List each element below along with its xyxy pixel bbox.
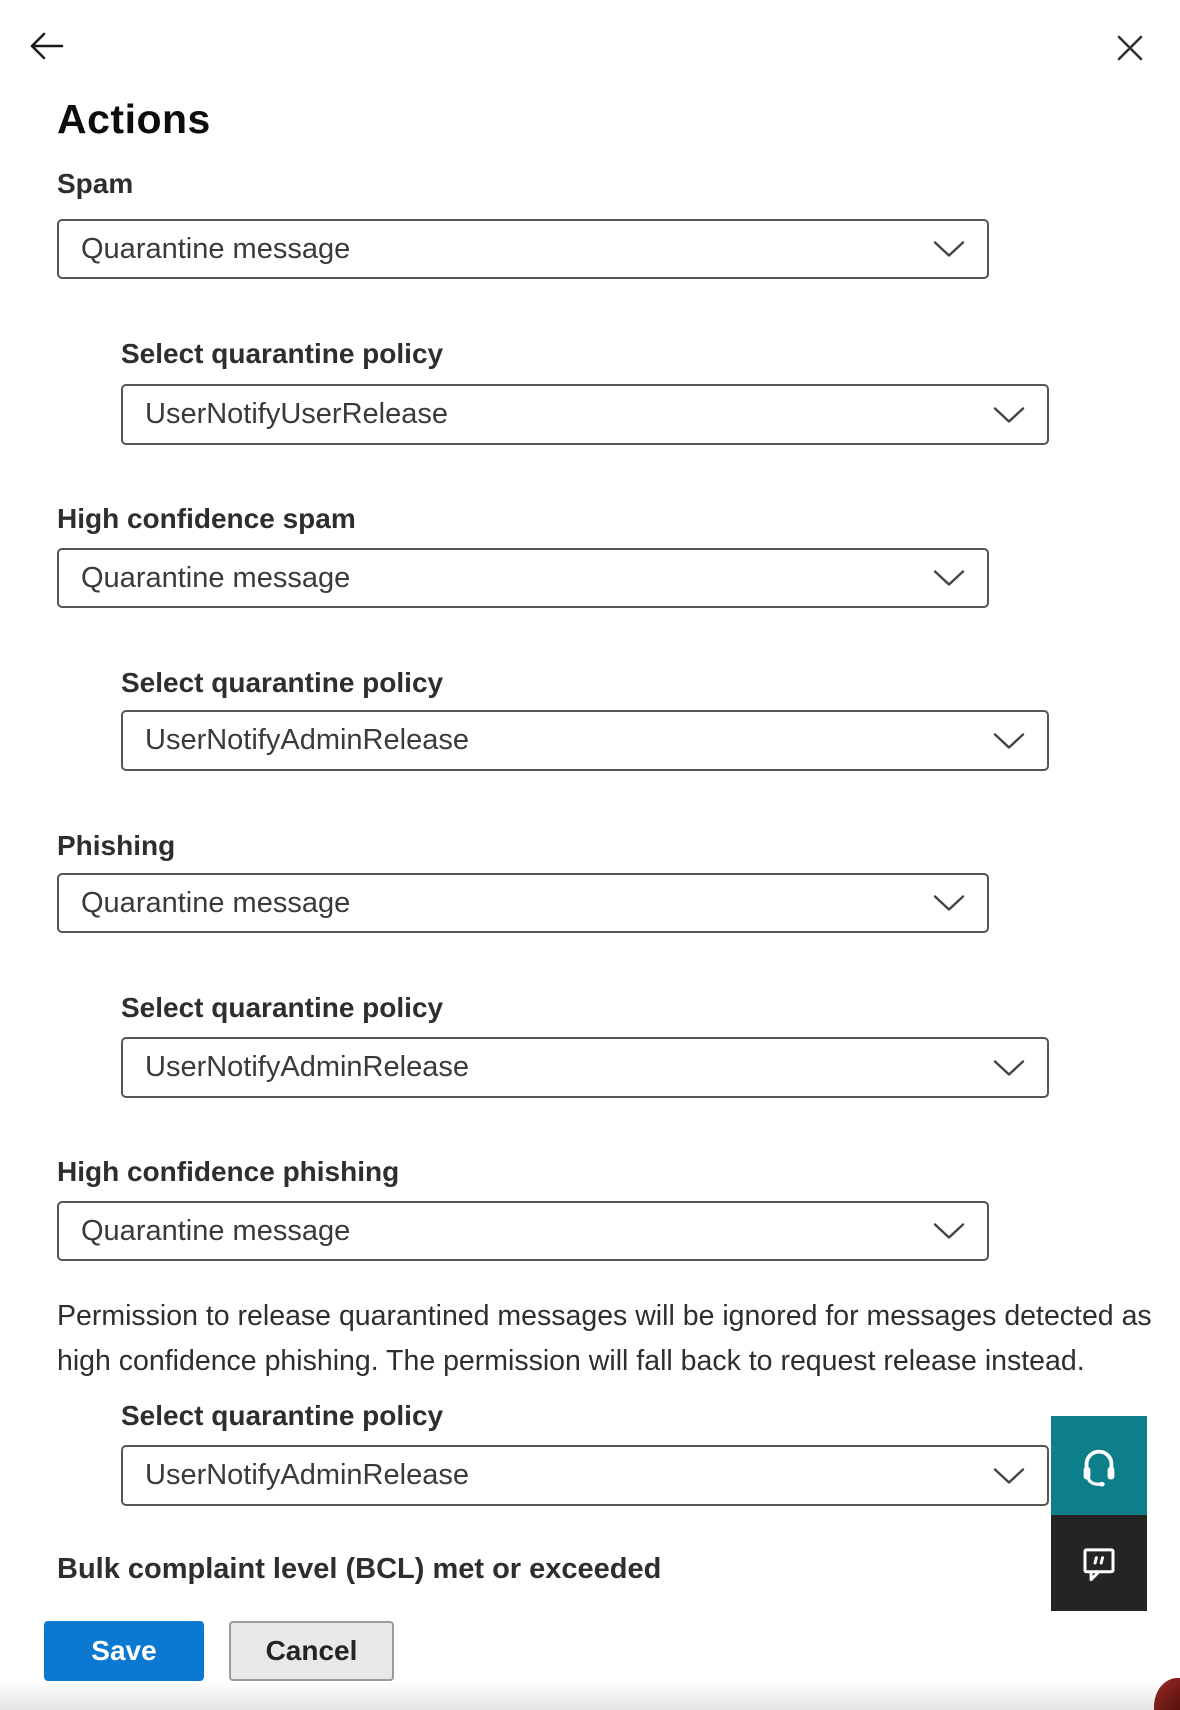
high-confidence-spam-action-value: Quarantine message — [81, 561, 351, 594]
phishing-label: Phishing — [57, 830, 176, 861]
hcp-quarantine-policy-label: Select quarantine policy — [121, 1400, 444, 1431]
phishing-action-select[interactable] — [57, 873, 989, 933]
hcs-quarantine-policy-select[interactable] — [121, 710, 1049, 771]
spam-label: Spam — [57, 168, 134, 199]
hcs-quarantine-policy-value: UserNotifyAdminRelease — [145, 724, 469, 756]
hcp-permission-note-line1: Permission to release quarantined messages will be ignored for messages detected as — [57, 1300, 1152, 1332]
phishing-quarantine-policy-select[interactable] — [121, 1037, 1049, 1098]
high-confidence-phishing-label: High confidence phishing — [57, 1156, 400, 1187]
spam-action-value: Quarantine message — [81, 232, 351, 265]
hcs-quarantine-policy-label: Select quarantine policy — [121, 667, 444, 698]
phishing-quarantine-policy-value: UserNotifyAdminRelease — [145, 1051, 469, 1083]
spam-quarantine-policy-label: Select quarantine policy — [121, 338, 444, 369]
high-confidence-spam-label: High confidence spam — [57, 503, 356, 534]
chevron-down-icon — [933, 1223, 965, 1240]
high-confidence-phishing-action-select[interactable] — [57, 1201, 989, 1261]
hcp-permission-note — [57, 1294, 1152, 1384]
chevron-down-icon — [993, 1467, 1025, 1484]
footer-bar — [0, 1586, 1180, 1710]
hcp-permission-note-line2: high confidence phishing. The permission will fall back to request release instead. — [57, 1345, 1085, 1377]
chevron-down-icon — [993, 406, 1025, 423]
high-confidence-spam-action-select[interactable] — [57, 548, 989, 608]
support-headset-button[interactable] — [1051, 1416, 1147, 1515]
chevron-down-icon — [933, 570, 965, 587]
high-confidence-phishing-action-value: Quarantine message — [81, 1214, 351, 1247]
close-button[interactable] — [1110, 30, 1150, 66]
spam-action-select[interactable] — [57, 219, 989, 279]
feedback-chat-button[interactable] — [1051, 1515, 1147, 1611]
chat-bubble-icon — [1078, 1542, 1120, 1584]
back-button[interactable] — [26, 27, 66, 65]
cancel-button[interactable]: Cancel — [229, 1621, 394, 1681]
phishing-action-value: Quarantine message — [81, 886, 351, 919]
chevron-down-icon — [993, 1059, 1025, 1076]
hcp-quarantine-policy-value: UserNotifyAdminRelease — [145, 1459, 469, 1491]
bulk-complaint-level-label: Bulk complaint level (BCL) met or exceeded — [57, 1553, 662, 1585]
hcp-quarantine-policy-select[interactable] — [121, 1445, 1049, 1506]
phishing-quarantine-policy-label: Select quarantine policy — [121, 992, 444, 1023]
chevron-down-icon — [933, 895, 965, 912]
chevron-down-icon — [933, 241, 965, 258]
page-title: Actions — [57, 96, 211, 142]
spam-quarantine-policy-select[interactable] — [121, 384, 1049, 445]
arrow-left-icon — [26, 27, 66, 65]
save-button[interactable]: Save — [44, 1621, 204, 1681]
headset-icon — [1076, 1443, 1122, 1489]
chevron-down-icon — [993, 732, 1025, 749]
close-icon — [1115, 33, 1145, 63]
spam-quarantine-policy-value: UserNotifyUserRelease — [145, 398, 448, 430]
